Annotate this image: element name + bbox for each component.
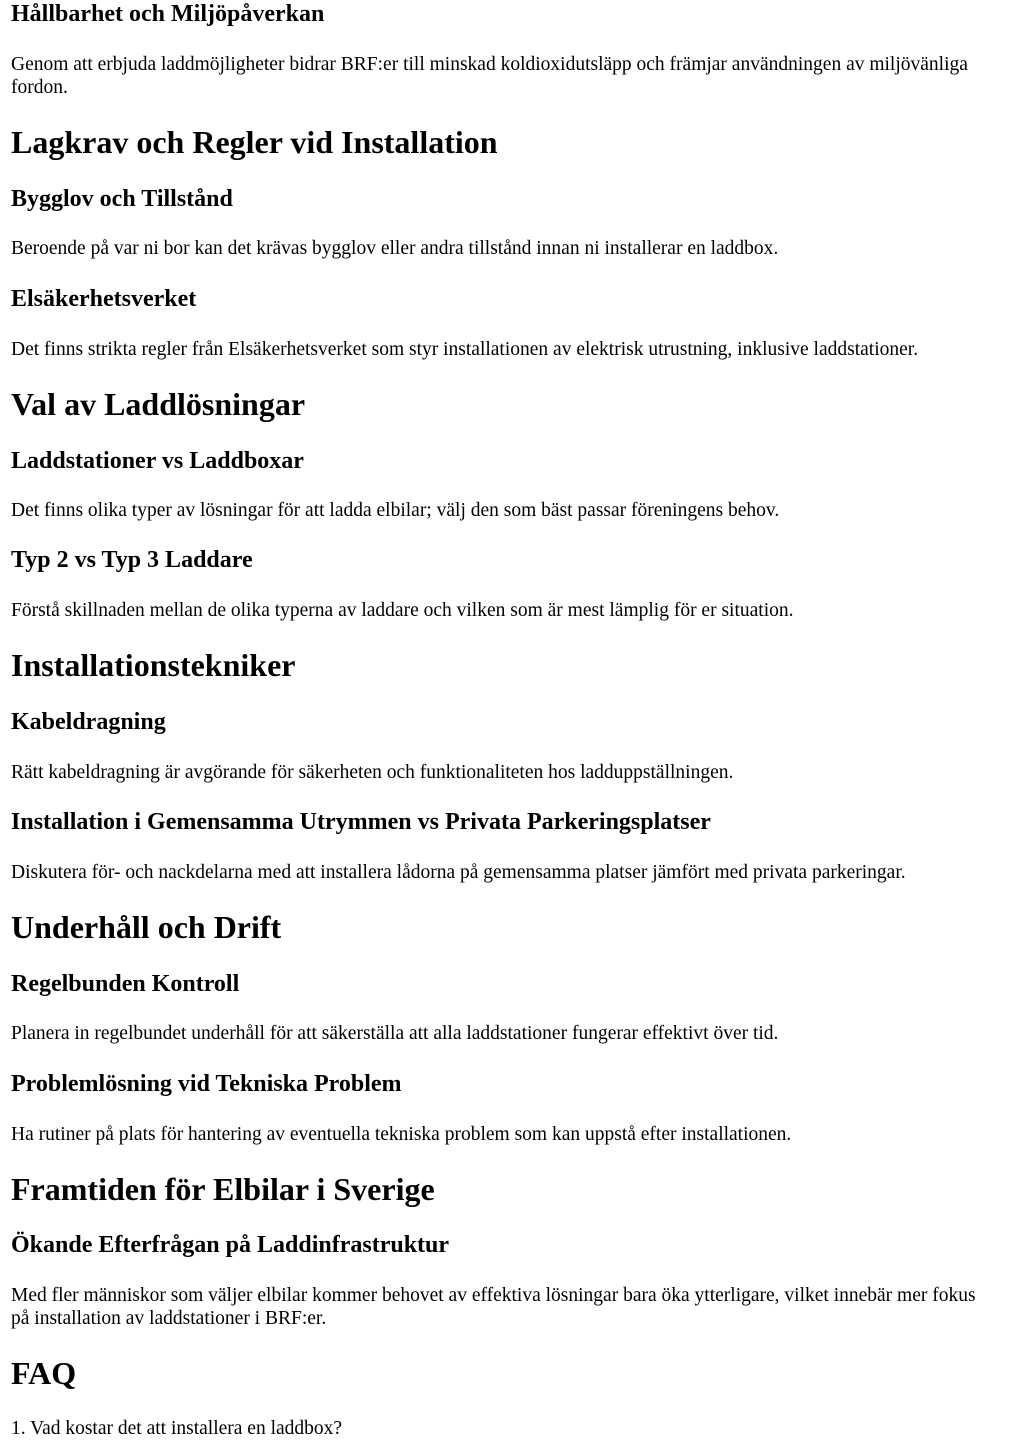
paragraph-kontroll: Planera in regelbundet underhåll för att säkerställa att alla laddstationer fungerar effektivt över tid. <box>11 1023 779 1044</box>
paragraph-efterfragan: Med fler människor som väljer elbilar kommer behovet av effektiva lösningar bara öka ytterligare, vilket innebär mer fokus på installation av laddstationer i BRF:er. <box>11 1285 976 1329</box>
heading-val: Val av Laddlösningar <box>11 386 306 422</box>
subheading-kontroll: Regelbunden Kontroll <box>11 971 240 997</box>
paragraph-gemensamma: Diskutera för- och nackdelarna med att installera lådorna på gemensamma platser jämfört med privata parkeringar. <box>11 862 906 883</box>
paragraph-typ: Förstå skillnaden mellan de olika typerna av laddare och vilken som är mest lämplig för er situation. <box>11 600 794 621</box>
subheading-problemlosning: Problemlösning vid Tekniska Problem <box>11 1071 402 1097</box>
subheading-typ: Typ 2 vs Typ 3 Laddare <box>11 547 253 573</box>
heading-installation: Installationstekniker <box>11 647 296 683</box>
subheading-laddstationer: Laddstationer vs Laddboxar <box>11 448 304 474</box>
subheading-efterfragan: Ökande Efterfrågan på Laddinfrastruktur <box>11 1232 450 1258</box>
paragraph-elsakerhetsverket: Det finns strikta regler från Elsäkerhetsverket som styr installationen av elektrisk utrustning, inklusive laddstationer. <box>11 339 919 360</box>
subheading-elsakerhetsverket: Elsäkerhetsverket <box>11 286 197 312</box>
subheading-gemensamma: Installation i Gemensamma Utrymmen vs Privata Parkeringsplatser <box>11 809 711 835</box>
paragraph-problemlosning: Ha rutiner på plats för hantering av eventuella tekniska problem som kan uppstå efter installationen. <box>11 1124 792 1145</box>
paragraph-laddstationer: Det finns olika typer av lösningar för att ladda elbilar; välj den som bäst passar föreningens behov. <box>11 500 780 521</box>
heading-framtid: Framtiden för Elbilar i Sverige <box>11 1171 435 1207</box>
faq-question-1: 1. Vad kostar det att installera en laddbox? <box>11 1418 343 1439</box>
paragraph-hallbarhet: Genom att erbjuda laddmöjligheter bidrar BRF:er till minskad koldioxidutsläpp och främjar användningen av miljövänliga fordon. <box>11 54 968 98</box>
heading-faq: FAQ <box>11 1355 77 1391</box>
heading-hallbarhet: Hållbarhet och Miljöpåverkan <box>11 1 325 27</box>
subheading-bygglov: Bygglov och Tillstånd <box>11 186 233 212</box>
heading-lagkrav: Lagkrav och Regler vid Installation <box>11 124 498 160</box>
subheading-kabeldragning: Kabeldragning <box>11 709 166 735</box>
paragraph-bygglov: Beroende på var ni bor kan det krävas bygglov eller andra tillstånd innan ni installerar en laddbox. <box>11 238 779 259</box>
paragraph-kabeldragning: Rätt kabeldragning är avgörande för säkerheten och funktionaliteten hos ladduppställningen. <box>11 762 734 783</box>
heading-underhall: Underhåll och Drift <box>11 909 282 945</box>
